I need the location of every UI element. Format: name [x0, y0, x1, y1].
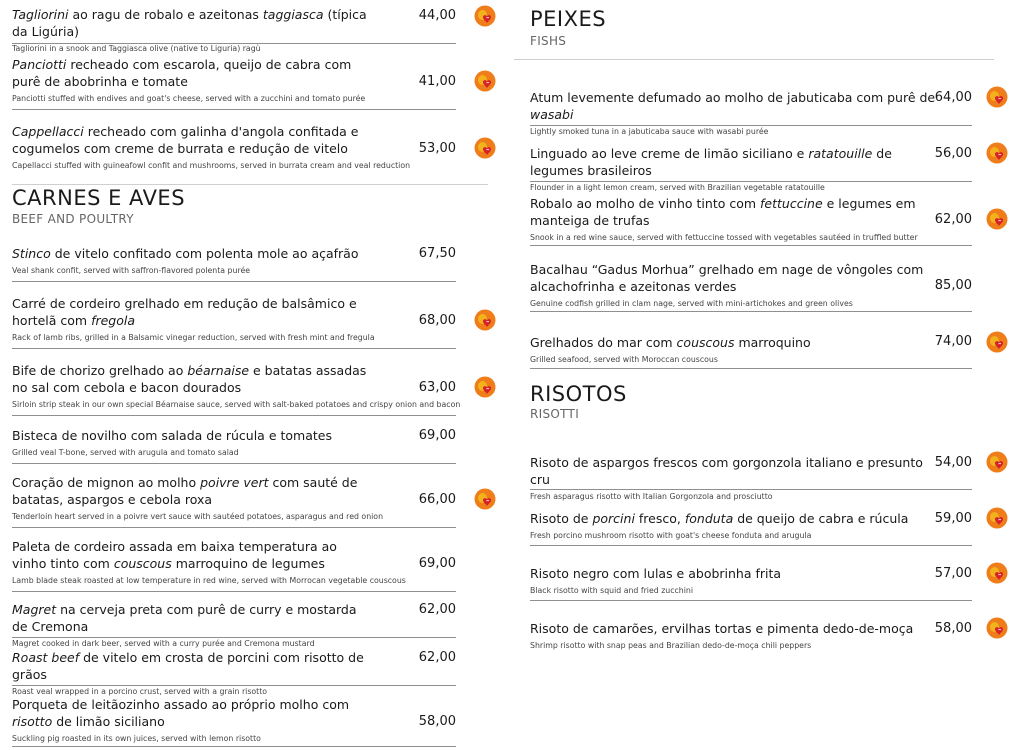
dish-price: 68,00: [418, 313, 456, 328]
seasonal-ingredient-icon: [986, 331, 1008, 353]
dish-description: Shrimp risotto with snap peas and Brazilian dedo-de-moça chili peppers: [530, 641, 812, 650]
item-divider: [530, 245, 972, 246]
dish-name: Risoto de aspargos frescos com gorgonzola italiano e presunto cru: [530, 455, 923, 487]
dish-description: Grilled veal T-bone, served with arugula and tomato salad: [12, 448, 239, 457]
dish-description: Roast veal wrapped in a porcino crust, served with a grain risotto: [12, 687, 268, 696]
seasonal-ingredient-icon: [986, 86, 1008, 108]
dish-name: Carré de cordeiro grelhado em redução de balsâmico e hortelã com fregola: [12, 296, 357, 328]
item-divider: [530, 181, 972, 182]
dish-name: Paleta de cordeiro assada em baixa temperatura ao vinho tinto com couscous marroquino de legumes: [12, 539, 337, 571]
seasonal-ingredient-icon: [474, 137, 496, 159]
dish-name: Risoto de camarões, ervilhas tortas e pimenta dedo-de-moça: [530, 621, 914, 636]
menu-item: [530, 454, 972, 501]
section-title-risotto: RISOTOS: [530, 382, 627, 406]
dish-name: Tagliorini ao ragu de robalo e azeitonas taggiasca (típica da Ligúria): [12, 7, 367, 39]
dish-name: Bacalhau “Gadus Morhua” grelhado em nage de vôngoles com alcachofrinha e azeitonas verdes: [530, 262, 924, 294]
item-divider: [530, 545, 972, 546]
seasonal-ingredient-icon: [986, 507, 1008, 529]
dish-name: Grelhados do mar com couscous marroquino: [530, 335, 811, 350]
dish-price: 69,00: [418, 428, 456, 443]
section-subtitle-risotto: RISOTTI: [530, 407, 580, 421]
dish-description: Suckling pig roasted in its own juices, served with lemon risotto: [12, 734, 261, 743]
item-divider: [12, 109, 456, 110]
menu-item: [530, 334, 972, 364]
dish-description: Lamb blade steak roasted at low temperature in red wine, served with Morrocan vegetable couscous: [12, 576, 406, 585]
seasonal-ingredient-icon: [986, 208, 1008, 230]
dish-name: Cappellacci recheado com galinha d'angola confitada e cogumelos com creme de burrata e redução de vitelo: [12, 124, 359, 156]
item-divider: [530, 600, 972, 601]
dish-price: 74,00: [934, 334, 972, 349]
item-divider: [12, 527, 456, 528]
dish-name: Atum levemente defumado ao molho de jabuticaba com purê de wasabi: [530, 90, 936, 122]
seasonal-ingredient-icon: [986, 142, 1008, 164]
dish-description: Genuine codfish grilled in clam nage, served with mini-artichokes and green olives: [530, 299, 853, 308]
menu-item: [530, 195, 972, 242]
menu-item: [530, 145, 972, 192]
menu-item: [12, 474, 456, 521]
item-divider: [12, 415, 456, 416]
item-divider: [12, 348, 456, 349]
item-divider: [12, 43, 456, 44]
dish-name: Risoto de porcini fresco, fonduta de queijo de cabra e rúcula: [530, 511, 909, 526]
dish-price: 57,00: [934, 566, 972, 581]
item-divider: [12, 685, 456, 686]
dish-price: 69,00: [418, 556, 456, 571]
dish-price: 62,00: [418, 602, 456, 617]
item-divider: [530, 125, 972, 126]
dish-price: 58,00: [418, 714, 456, 729]
dish-description: Flounder in a light lemon cream, served with Brazilian vegetable ratatouille: [530, 183, 825, 192]
seasonal-ingredient-icon: [474, 376, 496, 398]
menu-item: [12, 245, 456, 275]
dish-name: Porqueta de leitãozinho assado ao próprio molho com risotto de limão siciliano: [12, 697, 350, 729]
menu-item: [530, 510, 972, 540]
dish-price: 53,00: [418, 141, 456, 156]
menu-item: [12, 696, 456, 743]
dish-price: 64,00: [934, 90, 972, 105]
dish-description: Snook in a red wine sauce, served with fettuccine tossed with vegetables sautéed in truffled butter: [530, 233, 918, 242]
dish-name: Robalo ao molho de vinho tinto com fettuccine e legumes em manteiga de trufas: [530, 196, 916, 228]
item-divider: [530, 368, 972, 369]
dish-description: Capellacci stuffed with guineafowl confit and mushrooms, served in burrata cream and veal reduction: [12, 161, 411, 170]
seasonal-ingredient-icon: [986, 451, 1008, 473]
seasonal-ingredient-icon: [474, 488, 496, 510]
dish-price: 56,00: [934, 146, 972, 161]
menu-item: [12, 56, 456, 103]
dish-name: Roast beef de vitelo em crosta de porcini com risotto de grãos: [12, 650, 364, 682]
dish-price: 59,00: [934, 511, 972, 526]
dish-price: 54,00: [934, 455, 972, 470]
seasonal-ingredient-icon: [986, 617, 1008, 639]
menu-item: [530, 261, 972, 308]
dish-description: Rack of lamb ribs, grilled in a Balsamic vinegar reduction, served with fresh mint and fregula: [12, 333, 375, 342]
section-subtitle-fish: FISHS: [530, 34, 567, 48]
menu-item: [12, 538, 456, 585]
dish-description: Veal shank confit, served with saffron-flavored polenta purée: [12, 266, 251, 275]
dish-description: Panciotti stuffed with endives and goat's cheese, served with a zucchini and tomato purée: [12, 94, 366, 103]
section-title-meats: CARNES E AVES: [12, 186, 186, 210]
dish-name: Stinco de vitelo confitado com polenta mole ao açafrão: [12, 246, 359, 261]
item-divider: [530, 311, 972, 312]
dish-name: Bife de chorizo grelhado ao béarnaise e batatas assadas no sal com cebola e bacon dourados: [12, 363, 367, 395]
item-divider: [12, 281, 456, 282]
dish-price: 62,00: [418, 650, 456, 665]
menu-item: [12, 362, 461, 409]
menu-item: [12, 601, 456, 648]
seasonal-ingredient-icon: [474, 70, 496, 92]
dish-name: Panciotti recheado com escarola, queijo de cabra com purê de abobrinha e tomate: [12, 57, 352, 89]
dish-price: 44,00: [418, 8, 456, 23]
dish-description: Tenderloin heart served in a poivre vert sauce with sautéed potatoes, asparagus and red onion: [12, 512, 384, 521]
menu-item: [12, 649, 456, 696]
section-divider: [514, 59, 994, 60]
dish-name: Coração de mignon ao molho poivre vert com sauté de batatas, aspargos e cebola roxa: [12, 475, 358, 507]
section-subtitle-meats: BEEF AND POULTRY: [12, 212, 134, 226]
dish-description: Sirloin strip steak in our own special Béarnaise sauce, served with salt-baked potatoes and crispy onion and bacon: [12, 400, 461, 409]
dish-name: Bisteca de novilho com salada de rúcula e tomates: [12, 428, 332, 443]
item-divider: [12, 746, 456, 747]
dish-name: Magret na cerveja preta com purê de curry e mostarda de Cremona: [12, 602, 357, 634]
dish-price: 62,00: [934, 212, 972, 227]
dish-price: 63,00: [418, 380, 456, 395]
menu-item: [12, 427, 456, 457]
dish-description: Fresh porcino mushroom risotto with goat's cheese fonduta and arugula: [530, 531, 812, 540]
menu-item: [12, 295, 456, 342]
item-divider: [12, 591, 456, 592]
dish-name: Risoto negro com lulas e abobrinha frita: [530, 566, 782, 581]
menu-item: [12, 6, 456, 53]
seasonal-ingredient-icon: [986, 562, 1008, 584]
menu-item: [530, 565, 972, 595]
dish-price: 85,00: [934, 278, 972, 293]
menu-item: [12, 123, 456, 170]
item-divider: [530, 489, 972, 490]
seasonal-ingredient-icon: [474, 5, 496, 27]
dish-price: 41,00: [418, 74, 456, 89]
dish-description: Fresh asparagus risotto with Italian Gorgonzola and prosciutto: [530, 492, 773, 501]
dish-description: Magret cooked in dark beer, served with a curry purée and Cremona mustard: [12, 639, 315, 648]
item-divider: [12, 463, 456, 464]
dish-price: 67,50: [418, 246, 456, 261]
dish-price: 66,00: [418, 492, 456, 507]
section-divider: [12, 184, 488, 185]
section-title-fish: PEIXES: [530, 7, 607, 31]
dish-price: 58,00: [934, 621, 972, 636]
dish-name: Linguado ao leve creme de limão siciliano e ratatouille de legumes brasileiros: [530, 146, 892, 178]
menu-item: [530, 89, 972, 136]
menu-item: [530, 620, 972, 650]
item-divider: [12, 637, 456, 638]
seasonal-ingredient-icon: [474, 309, 496, 331]
dish-description: Black risotto with squid and fried zucchini: [530, 586, 694, 595]
dish-description: Lightly smoked tuna in a jabuticaba sauce with wasabi purée: [530, 127, 769, 136]
dish-description: Tagliorini in a snook and Taggiasca olive (native to Liguria) ragù: [12, 44, 261, 53]
dish-description: Grilled seafood, served with Moroccan couscous: [530, 355, 718, 364]
